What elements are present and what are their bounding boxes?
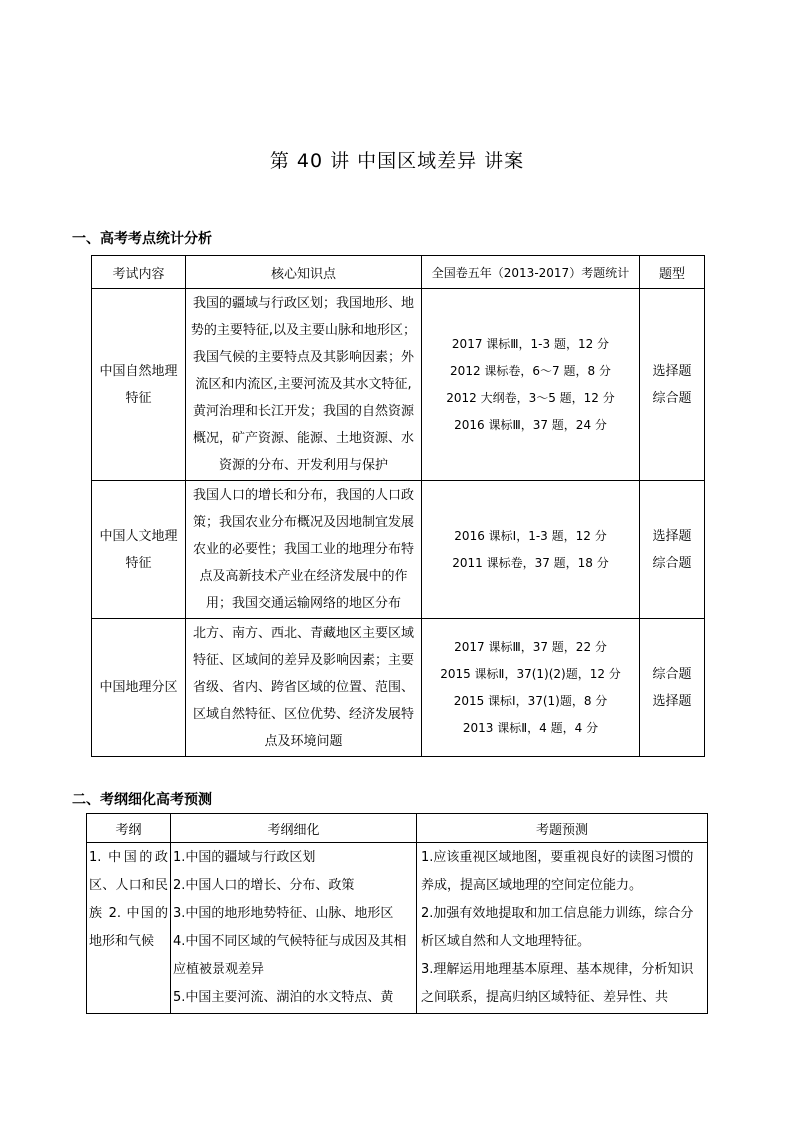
header-core-knowledge: 核心知识点 <box>186 256 422 289</box>
table-row <box>92 619 705 757</box>
exam-statistics-table <box>91 255 705 757</box>
header-syllabus: 考纲 <box>87 814 171 843</box>
question-type-cell: 选择题 综合题 <box>640 481 705 619</box>
syllabus-table <box>86 813 708 1014</box>
section-heading-1: 一、高考考点统计分析 <box>72 231 212 247</box>
header-exam-content: 考试内容 <box>92 256 186 289</box>
section-heading-2: 二、考纲细化高考预测 <box>72 792 212 808</box>
core-knowledge-cell: 我国的疆域与行政区划；我国地形、地 势的主要特征,以及主要山脉和地形区； 我国气候的主要特点及其影响因素；外 流区和内流区,主要河流及其水文特征, 黄河治理和长江开发；我国的自然资源 概况，矿产资源、能源、土地资源、水 资源的分布、开发利用与保护 <box>186 289 422 481</box>
table-row <box>87 843 708 1014</box>
header-syllabus-detail: 考纲细化 <box>171 814 417 843</box>
syllabus-cell: 1. 中国的政区、人口和民族 2. 中国的地形和气候 <box>87 843 171 1014</box>
exam-stats-cell: 2017 课标Ⅲ，37 题，22 分 2015 课标Ⅱ，37(1)(2)题，12 分 2015 课标Ⅰ，37(1)题，8 分 2013 课标Ⅱ，4 题，4 分 <box>422 619 640 757</box>
question-type-cell: 综合题 选择题 <box>640 619 705 757</box>
header-question-type: 题型 <box>640 256 705 289</box>
exam-content-cell: 中国地理分区 <box>92 619 186 757</box>
syllabus-detail-cell: 1.中国的疆域与行政区划 2.中国人口的增长、分布、政策 3.中国的地形地势特征、山脉、地形区 4.中国不同区域的气候特征与成因及其相应植被景观差异 5.中国主要河流、湖泊的水文特点、黄 <box>171 843 417 1014</box>
exam-content-cell: 中国人文地理 特征 <box>92 481 186 619</box>
table-row <box>92 289 705 481</box>
exam-forecast-cell: 1.应该重视区域地图，要重视良好的读图习惯的养成，提高区域地理的空间定位能力。 2.加强有效地提取和加工信息能力训练，综合分析区域自然和人文地理特征。 3.理解运用地理基本原理、基本规律，分析知识之间联系，提高归纳区域特征、差异性、共 <box>417 843 708 1014</box>
exam-content-cell: 中国自然地理 特征 <box>92 289 186 481</box>
core-knowledge-cell: 北方、南方、西北、青藏地区主要区域 特征、区域间的差异及影响因素；主要 省级、省内、跨省区域的位置、范围、 区域自然特征、区位优势、经济发展特 点及环境问题 <box>186 619 422 757</box>
page-title: 第 40 讲 中国区域差异 讲案 <box>269 150 525 172</box>
core-knowledge-cell: 我国人口的增长和分布，我国的人口政 策；我国农业分布概况及因地制宜发展 农业的必要性；我国工业的地理分布特 点及高新技术产业在经济发展中的作 用；我国交通运输网络的地区分布 <box>186 481 422 619</box>
table-header-row <box>87 814 708 843</box>
header-exam-forecast: 考题预测 <box>417 814 708 843</box>
table-row <box>92 481 705 619</box>
exam-stats-cell: 2016 课标Ⅰ，1-3 题，12 分 2011 课标卷，37 题，18 分 <box>422 481 640 619</box>
table-header-row <box>92 256 705 289</box>
header-exam-stats: 全国卷五年（2013-2017）考题统计 <box>422 256 640 289</box>
question-type-cell: 选择题 综合题 <box>640 289 705 481</box>
exam-stats-cell: 2017 课标Ⅲ，1-3 题，12 分 2012 课标卷，6～7 题，8 分 2012 大纲卷，3～5 题，12 分 2016 课标Ⅲ，37 题，24 分 <box>422 289 640 481</box>
